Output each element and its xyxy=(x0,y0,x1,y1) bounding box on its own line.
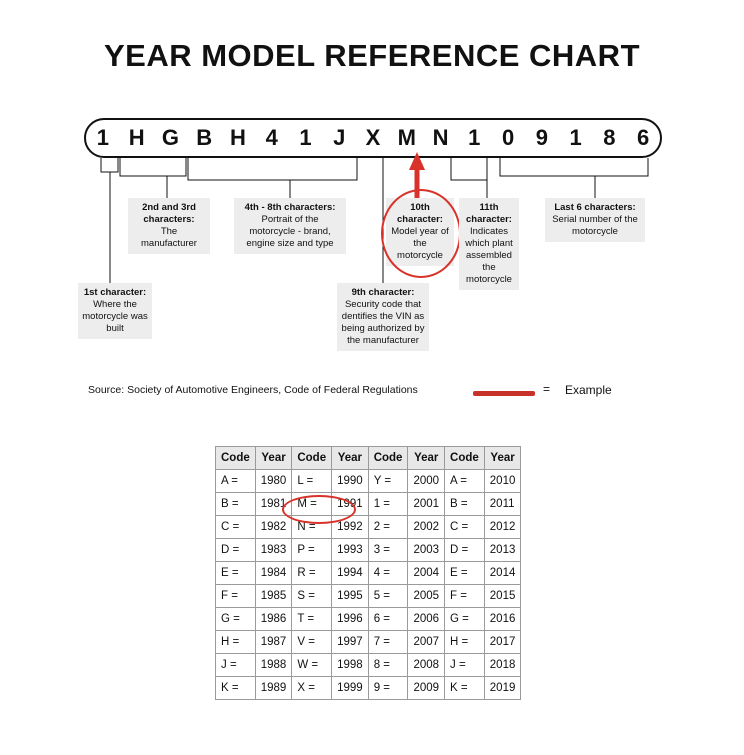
vin-char-3: G xyxy=(161,125,179,150)
cell-code: G = xyxy=(216,608,256,631)
cell-code: 2 = xyxy=(368,516,408,539)
cell-code: 3 = xyxy=(368,539,408,562)
cell-year: 2015 xyxy=(484,585,521,608)
cell-year: 2013 xyxy=(484,539,521,562)
cell-year: 1984 xyxy=(255,562,292,585)
red-highlight-ellipse-10th-character xyxy=(381,189,461,278)
table-row xyxy=(216,585,521,608)
cell-code: D = xyxy=(445,539,485,562)
cell-year: 2017 xyxy=(484,631,521,654)
callout-5-body: Model year of the motorcycle xyxy=(391,226,449,261)
cell-code: H = xyxy=(216,631,256,654)
red-highlight-ellipse-table-m-1991 xyxy=(282,495,356,524)
cell-year: 2001 xyxy=(408,493,445,516)
vin-char-8: J xyxy=(333,125,346,150)
cell-code: R = xyxy=(292,562,332,585)
cell-year: 1997 xyxy=(332,631,369,654)
vin-char-10: M xyxy=(397,125,416,150)
col-header-year-2: Year xyxy=(332,447,369,470)
cell-year: 1991 xyxy=(332,493,369,516)
source-text: Source: Society of Automotive Engineers, Code of Federal Regulations xyxy=(88,384,418,396)
cell-code: E = xyxy=(216,562,256,585)
col-header-year-3: Year xyxy=(408,447,445,470)
cell-code: M = xyxy=(292,493,332,516)
cell-year: 1996 xyxy=(332,608,369,631)
cell-code: F = xyxy=(445,585,485,608)
callout-7-body: Serial number of the motorcycle xyxy=(552,214,638,237)
cell-code: H = xyxy=(445,631,485,654)
cell-code: 1 = xyxy=(368,493,408,516)
callout-1-heading: 1st character: xyxy=(83,287,147,298)
table-row xyxy=(216,677,521,700)
cell-code: V = xyxy=(292,631,332,654)
callout-6-heading: 11th character: xyxy=(466,202,512,225)
col-header-code-2: Code xyxy=(292,447,332,470)
vin-char-17: 6 xyxy=(637,125,650,150)
cell-year: 2008 xyxy=(408,654,445,677)
cell-code: A = xyxy=(216,470,256,493)
cell-code: K = xyxy=(216,677,256,700)
cell-year: 2011 xyxy=(484,493,521,516)
cell-code: J = xyxy=(216,654,256,677)
cell-code: C = xyxy=(445,516,485,539)
callout-4-heading: 9th character: xyxy=(351,287,415,298)
callout-3-body: Portrait of the motorcycle - brand, engine size and type xyxy=(246,214,334,249)
code-year-table xyxy=(215,446,521,700)
vin-char-2: H xyxy=(128,125,145,150)
cell-year: 2003 xyxy=(408,539,445,562)
callout-3-heading: 4th - 8th characters: xyxy=(244,202,336,213)
table-row xyxy=(216,539,521,562)
cell-year: 2009 xyxy=(408,677,445,700)
cell-code: G = xyxy=(445,608,485,631)
cell-year: 1990 xyxy=(332,470,369,493)
table-row xyxy=(216,470,521,493)
cell-code: P = xyxy=(292,539,332,562)
vin-char-11: N xyxy=(432,125,449,150)
callout-1-body: Where the motorcycle was built xyxy=(82,299,148,334)
cell-year: 1983 xyxy=(255,539,292,562)
cell-code: F = xyxy=(216,585,256,608)
cell-year: 1998 xyxy=(332,654,369,677)
cell-year: 1993 xyxy=(332,539,369,562)
table-row xyxy=(216,631,521,654)
cell-year: 1999 xyxy=(332,677,369,700)
vin-capsule xyxy=(84,118,662,158)
cell-year: 1987 xyxy=(255,631,292,654)
table-row xyxy=(216,493,521,516)
cell-year: 1989 xyxy=(255,677,292,700)
col-header-code-4: Code xyxy=(445,447,485,470)
cell-year: 2002 xyxy=(408,516,445,539)
col-header-year-4: Year xyxy=(484,447,521,470)
cell-code: T = xyxy=(292,608,332,631)
callout-2-heading: 2nd and 3rd characters: xyxy=(142,202,196,225)
callout-last-6-characters xyxy=(545,198,645,242)
callout-4th-8th-characters xyxy=(234,198,346,254)
cell-code: N = xyxy=(292,516,332,539)
vin-char-14: 9 xyxy=(535,125,548,150)
cell-year: 1986 xyxy=(255,608,292,631)
vin-char-13: 0 xyxy=(501,125,515,150)
cell-year: 1992 xyxy=(332,516,369,539)
cell-code: J = xyxy=(445,654,485,677)
cell-code: K = xyxy=(445,677,485,700)
table-row xyxy=(216,608,521,631)
callout-9th-character xyxy=(337,283,429,351)
table-row xyxy=(216,516,521,539)
callout-6-body: Indicates which plant assembled the motorcycle xyxy=(465,226,513,285)
cell-code: A = xyxy=(445,470,485,493)
cell-code: 9 = xyxy=(368,677,408,700)
cell-code: W = xyxy=(292,654,332,677)
cell-year: 2014 xyxy=(484,562,521,585)
legend-label: Example xyxy=(565,383,612,397)
cell-code: S = xyxy=(292,585,332,608)
cell-year: 2012 xyxy=(484,516,521,539)
cell-year: 2016 xyxy=(484,608,521,631)
table-row xyxy=(216,654,521,677)
cell-year: 1981 xyxy=(255,493,292,516)
cell-year: 2019 xyxy=(484,677,521,700)
vin-char-6: 4 xyxy=(265,125,278,150)
legend-example-bar-icon xyxy=(473,391,535,396)
vin-char-4: B xyxy=(196,125,213,150)
legend-equals: = xyxy=(543,382,551,396)
cell-code: 8 = xyxy=(368,654,408,677)
cell-year: 1988 xyxy=(255,654,292,677)
cell-year: 2006 xyxy=(408,608,445,631)
vin-char-12: 1 xyxy=(468,125,481,150)
cell-year: 1985 xyxy=(255,585,292,608)
cell-year: 2010 xyxy=(484,470,521,493)
cell-code: D = xyxy=(216,539,256,562)
callout-2nd-3rd-characters xyxy=(128,198,210,254)
col-header-code-3: Code xyxy=(368,447,408,470)
cell-year: 1994 xyxy=(332,562,369,585)
cell-code: 5 = xyxy=(368,585,408,608)
cell-year: 1982 xyxy=(255,516,292,539)
cell-year: 2007 xyxy=(408,631,445,654)
table-header-row xyxy=(216,447,521,470)
cell-year: 1980 xyxy=(255,470,292,493)
cell-year: 2004 xyxy=(408,562,445,585)
cell-year: 2018 xyxy=(484,654,521,677)
vin-char-15: 1 xyxy=(569,125,582,150)
page-title: YEAR MODEL REFERENCE CHART xyxy=(103,38,641,73)
cell-code: 6 = xyxy=(368,608,408,631)
cell-code: 4 = xyxy=(368,562,408,585)
callout-11th-character xyxy=(459,198,519,290)
callout-4-body: Security code that dentifies the VIN as being authorized by the manufacturer xyxy=(341,299,425,346)
cell-code: B = xyxy=(445,493,485,516)
vin-char-9: X xyxy=(365,125,381,150)
vin-char-16: 8 xyxy=(603,125,616,150)
cell-code: B = xyxy=(216,493,256,516)
vin-char-1: 1 xyxy=(96,125,109,150)
vin-char-5: H xyxy=(230,125,246,150)
cell-code: Y = xyxy=(368,470,408,493)
callout-7-heading: Last 6 characters: xyxy=(554,202,636,213)
cell-code: E = xyxy=(445,562,485,585)
cell-year: 1995 xyxy=(332,585,369,608)
callout-2-body: The manufacturer xyxy=(141,226,197,249)
callout-5-heading: 10th character: xyxy=(397,202,443,225)
col-header-year-1: Year xyxy=(255,447,292,470)
cell-code: C = xyxy=(216,516,256,539)
col-header-code-1: Code xyxy=(216,447,256,470)
vin-char-7: 1 xyxy=(299,125,312,150)
callout-1st-character xyxy=(78,283,152,339)
cell-code: X = xyxy=(292,677,332,700)
cell-code: L = xyxy=(292,470,332,493)
cell-code: 7 = xyxy=(368,631,408,654)
table-row xyxy=(216,562,521,585)
cell-year: 2005 xyxy=(408,585,445,608)
cell-year: 2000 xyxy=(408,470,445,493)
source-legend-row xyxy=(88,384,648,402)
